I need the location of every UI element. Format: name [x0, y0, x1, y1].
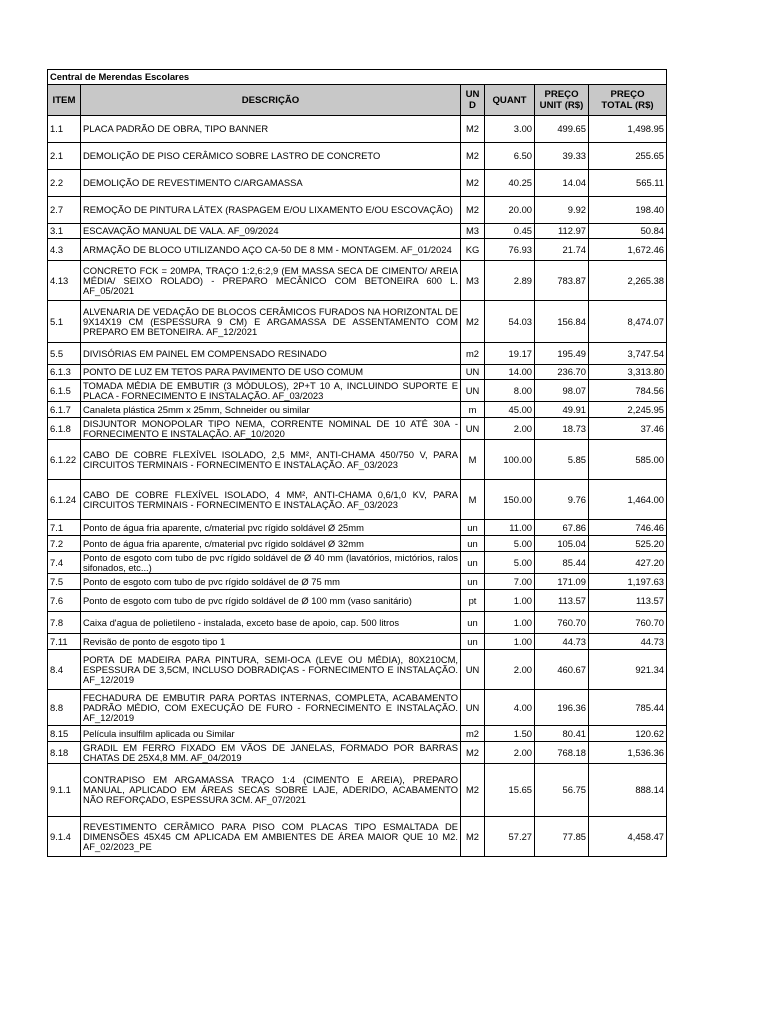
quantity-cell: 7.00: [485, 574, 535, 590]
header-preco-total: PREÇO TOTAL (R$): [589, 85, 667, 116]
description-cell: TOMADA MÉDIA DE EMBUTIR (3 MÓDULOS), 2P+T 10 A, INCLUINDO SUPORTE E PLACA - FORNECIMENTO E INSTALAÇÃO. AF_03/2023: [81, 380, 461, 402]
unit-cell: un: [461, 612, 485, 634]
unit-price-cell: 77.85: [535, 817, 589, 857]
total-price-cell: 8,474.07: [589, 301, 667, 343]
item-cell: 3.1: [48, 224, 81, 239]
unit-cell: M3: [461, 224, 485, 239]
total-price-cell: 784.56: [589, 380, 667, 402]
item-cell: 7.1: [48, 520, 81, 536]
unit-price-cell: 39.33: [535, 143, 589, 170]
item-cell: 4.13: [48, 261, 81, 301]
total-price-cell: 2,245.95: [589, 402, 667, 418]
quantity-cell: 100.00: [485, 440, 535, 480]
unit-price-cell: 460.67: [535, 650, 589, 690]
item-cell: 7.8: [48, 612, 81, 634]
description-cell: CABO DE COBRE FLEXÍVEL ISOLADO, 2,5 MM², ANTI-CHAMA 450/750 V, PARA CIRCUITOS TERMINAIS - FORNECIMENTO E INSTALAÇÃO. AF_03/2023: [81, 440, 461, 480]
quantity-cell: 6.50: [485, 143, 535, 170]
table-title: Central de Merendas Escolares: [48, 70, 667, 85]
table-row: [48, 480, 667, 520]
unit-cell: M2: [461, 764, 485, 817]
quantity-cell: 40.25: [485, 170, 535, 197]
description-cell: DEMOLIÇÃO DE REVESTIMENTO C/ARGAMASSA: [81, 170, 461, 197]
unit-cell: un: [461, 536, 485, 552]
total-price-cell: 1,197.63: [589, 574, 667, 590]
quantity-cell: 1.00: [485, 634, 535, 650]
description-cell: DEMOLIÇÃO DE PISO CERÂMICO SOBRE LASTRO DE CONCRETO: [81, 143, 461, 170]
item-cell: 6.1.7: [48, 402, 81, 418]
quantity-cell: 1.00: [485, 590, 535, 612]
table-row: [48, 365, 667, 380]
table-row: [48, 239, 667, 261]
item-cell: 6.1.24: [48, 480, 81, 520]
total-price-cell: 113.57: [589, 590, 667, 612]
unit-price-cell: 105.04: [535, 536, 589, 552]
total-price-cell: 427.20: [589, 552, 667, 574]
item-cell: 7.5: [48, 574, 81, 590]
table-row: [48, 650, 667, 690]
total-price-cell: 746.46: [589, 520, 667, 536]
quantity-cell: 2.00: [485, 418, 535, 440]
description-cell: REMOÇÃO DE PINTURA LÁTEX (RASPAGEM E/OU LIXAMENTO E/OU ESCOVAÇÃO): [81, 197, 461, 224]
unit-price-cell: 112.97: [535, 224, 589, 239]
total-price-cell: 4,458.47: [589, 817, 667, 857]
header-descricao: DESCRIÇÃO: [81, 85, 461, 116]
unit-price-cell: 499.65: [535, 116, 589, 143]
table-body: [48, 116, 667, 857]
unit-cell: pt: [461, 590, 485, 612]
total-price-cell: 2,265.38: [589, 261, 667, 301]
table-row: [48, 574, 667, 590]
item-cell: 2.1: [48, 143, 81, 170]
unit-cell: M2: [461, 116, 485, 143]
quantity-cell: 19.17: [485, 343, 535, 365]
total-price-cell: 1,536.36: [589, 742, 667, 764]
item-cell: 6.1.22: [48, 440, 81, 480]
table-row: [48, 612, 667, 634]
total-price-cell: 1,498.95: [589, 116, 667, 143]
table-row: [48, 726, 667, 742]
unit-cell: KG: [461, 239, 485, 261]
unit-cell: UN: [461, 690, 485, 726]
quantity-cell: 3.00: [485, 116, 535, 143]
table-row: [48, 634, 667, 650]
unit-cell: UN: [461, 365, 485, 380]
item-cell: 8.18: [48, 742, 81, 764]
description-cell: Canaleta plástica 25mm x 25mm, Schneider ou similar: [81, 402, 461, 418]
header-row: [48, 85, 667, 116]
description-cell: DIVISÓRIAS EM PAINEL EM COMPENSADO RESINADO: [81, 343, 461, 365]
unit-price-cell: 768.18: [535, 742, 589, 764]
unit-price-cell: 5.85: [535, 440, 589, 480]
total-price-cell: 1,464.00: [589, 480, 667, 520]
table-row: [48, 552, 667, 574]
table-row: [48, 301, 667, 343]
unit-cell: m: [461, 402, 485, 418]
table-row: [48, 143, 667, 170]
unit-cell: M2: [461, 301, 485, 343]
quantity-cell: 0.45: [485, 224, 535, 239]
description-cell: GRADIL EM FERRO FIXADO EM VÃOS DE JANELAS, FORMADO POR BARRAS CHATAS DE 25X4,8 MM. AF_04/2019: [81, 742, 461, 764]
table-row: [48, 590, 667, 612]
item-cell: 7.6: [48, 590, 81, 612]
quantity-cell: 54.03: [485, 301, 535, 343]
table-row: [48, 261, 667, 301]
description-cell: Ponto de água fria aparente, c/material pvc rígido soldável Ø 32mm: [81, 536, 461, 552]
table-row: [48, 343, 667, 365]
quantity-cell: 1.50: [485, 726, 535, 742]
quantity-cell: 57.27: [485, 817, 535, 857]
table-row: [48, 520, 667, 536]
unit-price-cell: 783.87: [535, 261, 589, 301]
unit-cell: UN: [461, 650, 485, 690]
unit-price-cell: 49.91: [535, 402, 589, 418]
item-cell: 7.2: [48, 536, 81, 552]
quantity-cell: 150.00: [485, 480, 535, 520]
quantity-cell: 14.00: [485, 365, 535, 380]
table-row: [48, 690, 667, 726]
unit-price-cell: 98.07: [535, 380, 589, 402]
description-cell: Ponto de esgoto com tubo de pvc rígido soldável de Ø 40 mm (lavatórios, mictórios, ralos sifonados, etc...): [81, 552, 461, 574]
description-cell: PORTA DE MADEIRA PARA PINTURA, SEMI-OCA (LEVE OU MÉDIA), 80X210CM, ESPESSURA DE 3,5CM, INCLUSO DOBRADIÇAS - FORNECIMENTO E INSTALAÇÃO. AF_12/2019: [81, 650, 461, 690]
unit-cell: M3: [461, 261, 485, 301]
quantity-cell: 11.00: [485, 520, 535, 536]
quantity-cell: 2.00: [485, 650, 535, 690]
total-price-cell: 50.84: [589, 224, 667, 239]
item-cell: 2.2: [48, 170, 81, 197]
description-cell: Ponto de esgoto com tubo de pvc rígido soldável de Ø 75 mm: [81, 574, 461, 590]
total-price-cell: 120.62: [589, 726, 667, 742]
unit-price-cell: 156.84: [535, 301, 589, 343]
unit-cell: M2: [461, 817, 485, 857]
quantity-cell: 2.89: [485, 261, 535, 301]
total-price-cell: 198.40: [589, 197, 667, 224]
quantity-cell: 76.93: [485, 239, 535, 261]
unit-price-cell: 760.70: [535, 612, 589, 634]
unit-price-cell: 67.86: [535, 520, 589, 536]
unit-cell: M2: [461, 143, 485, 170]
item-cell: 8.15: [48, 726, 81, 742]
item-cell: 8.4: [48, 650, 81, 690]
table-row: [48, 742, 667, 764]
unit-price-cell: 9.76: [535, 480, 589, 520]
unit-cell: M: [461, 480, 485, 520]
item-cell: 5.1: [48, 301, 81, 343]
total-price-cell: 760.70: [589, 612, 667, 634]
total-price-cell: 255.65: [589, 143, 667, 170]
description-cell: ALVENARIA DE VEDAÇÃO DE BLOCOS CERÂMICOS FURADOS NA HORIZONTAL DE 9X14X19 CM (ESPESSURA 9 CM) E ARGAMASSA DE ASSENTAMENTO COM PREPARO EM BETONEIRA. AF_12/2021: [81, 301, 461, 343]
header-und: UN D: [461, 85, 485, 116]
table-row: [48, 197, 667, 224]
unit-cell: m2: [461, 343, 485, 365]
item-cell: 5.5: [48, 343, 81, 365]
quantity-cell: 1.00: [485, 612, 535, 634]
unit-price-cell: 44.73: [535, 634, 589, 650]
unit-cell: UN: [461, 380, 485, 402]
total-price-cell: 921.34: [589, 650, 667, 690]
total-price-cell: 585.00: [589, 440, 667, 480]
unit-cell: un: [461, 520, 485, 536]
unit-price-cell: 21.74: [535, 239, 589, 261]
quantity-cell: 5.00: [485, 552, 535, 574]
unit-cell: M: [461, 440, 485, 480]
description-cell: Ponto de água fria aparente, c/material pvc rígido soldável Ø 25mm: [81, 520, 461, 536]
description-cell: PLACA PADRÃO DE OBRA, TIPO BANNER: [81, 116, 461, 143]
unit-cell: M2: [461, 742, 485, 764]
unit-price-cell: 14.04: [535, 170, 589, 197]
table-row: [48, 764, 667, 817]
total-price-cell: 888.14: [589, 764, 667, 817]
description-cell: CONTRAPISO EM ARGAMASSA TRAÇO 1:4 (CIMENTO E AREIA), PREPARO MANUAL, APLICADO EM ÁREAS SECAS SOBRE LAJE, ADERIDO, ACABAMENTO NÃO REFORÇADO, ESPESSURA 3CM. AF_07/2021: [81, 764, 461, 817]
description-cell: PONTO DE LUZ EM TETOS PARA PAVIMENTO DE USO COMUM: [81, 365, 461, 380]
unit-price-cell: 18.73: [535, 418, 589, 440]
description-cell: Película insulfilm aplicada ou Similar: [81, 726, 461, 742]
unit-cell: un: [461, 634, 485, 650]
item-cell: 1.1: [48, 116, 81, 143]
item-cell: 6.1.5: [48, 380, 81, 402]
total-price-cell: 785.44: [589, 690, 667, 726]
quantity-cell: 20.00: [485, 197, 535, 224]
table-row: [48, 170, 667, 197]
table-row: [48, 418, 667, 440]
item-cell: 7.4: [48, 552, 81, 574]
unit-cell: un: [461, 574, 485, 590]
total-price-cell: 525.20: [589, 536, 667, 552]
item-cell: 9.1.1: [48, 764, 81, 817]
table-row: [48, 116, 667, 143]
unit-price-cell: 171.09: [535, 574, 589, 590]
quantity-cell: 8.00: [485, 380, 535, 402]
header-preco-unit: PREÇO UNIT (R$): [535, 85, 589, 116]
header-quant: QUANT: [485, 85, 535, 116]
description-cell: CONCRETO FCK = 20MPA, TRAÇO 1:2,6:2,9 (EM MASSA SECA DE CIMENTO/ AREIA MÉDIA/ SEIXO ROLADO) - PREPARO MECÂNICO COM BETONEIRA 600 L. AF_05/2021: [81, 261, 461, 301]
unit-price-cell: 195.49: [535, 343, 589, 365]
description-cell: Ponto de esgoto com tubo de pvc rígido soldável de Ø 100 mm (vaso sanitário): [81, 590, 461, 612]
description-cell: DISJUNTOR MONOPOLAR TIPO NEMA, CORRENTE NOMINAL DE 10 ATÉ 30A - FORNECIMENTO E INSTALAÇÃO. AF_10/2020: [81, 418, 461, 440]
unit-price-cell: 80.41: [535, 726, 589, 742]
table-row: [48, 224, 667, 239]
unit-price-cell: 9.92: [535, 197, 589, 224]
description-cell: Caixa d'agua de polietileno - instalada, exceto base de apoio, cap. 500 litros: [81, 612, 461, 634]
header-item: ITEM: [48, 85, 81, 116]
total-price-cell: 44.73: [589, 634, 667, 650]
item-cell: 2.7: [48, 197, 81, 224]
unit-cell: M2: [461, 197, 485, 224]
table-row: [48, 536, 667, 552]
unit-cell: M2: [461, 170, 485, 197]
budget-table: [47, 69, 667, 857]
total-price-cell: 565.11: [589, 170, 667, 197]
item-cell: 8.8: [48, 690, 81, 726]
unit-cell: un: [461, 552, 485, 574]
table-row: [48, 440, 667, 480]
quantity-cell: 5.00: [485, 536, 535, 552]
item-cell: 4.3: [48, 239, 81, 261]
table-row: [48, 817, 667, 857]
description-cell: ARMAÇÃO DE BLOCO UTILIZANDO AÇO CA-50 DE 8 MM - MONTAGEM. AF_01/2024: [81, 239, 461, 261]
unit-price-cell: 196.36: [535, 690, 589, 726]
description-cell: Revisão de ponto de esgoto tipo 1: [81, 634, 461, 650]
table-title-row: [48, 70, 667, 85]
quantity-cell: 45.00: [485, 402, 535, 418]
description-cell: ESCAVAÇÃO MANUAL DE VALA. AF_09/2024: [81, 224, 461, 239]
item-cell: 7.11: [48, 634, 81, 650]
unit-price-cell: 56.75: [535, 764, 589, 817]
total-price-cell: 1,672.46: [589, 239, 667, 261]
item-cell: 6.1.8: [48, 418, 81, 440]
total-price-cell: 3,313.80: [589, 365, 667, 380]
item-cell: 6.1.3: [48, 365, 81, 380]
unit-price-cell: 85.44: [535, 552, 589, 574]
description-cell: FECHADURA DE EMBUTIR PARA PORTAS INTERNAS, COMPLETA, ACABAMENTO PADRÃO MÉDIO, COM EXECUÇÃO DE FURO - FORNECIMENTO E INSTALAÇÃO. AF_12/2019: [81, 690, 461, 726]
item-cell: 9.1.4: [48, 817, 81, 857]
total-price-cell: 37.46: [589, 418, 667, 440]
unit-cell: UN: [461, 418, 485, 440]
table-row: [48, 402, 667, 418]
quantity-cell: 2.00: [485, 742, 535, 764]
unit-price-cell: 236.70: [535, 365, 589, 380]
table-row: [48, 380, 667, 402]
unit-cell: m2: [461, 726, 485, 742]
description-cell: REVESTIMENTO CERÂMICO PARA PISO COM PLACAS TIPO ESMALTADA DE DIMENSÕES 45X45 CM APLICADA EM AMBIENTES DE ÁREA MAIOR QUE 10 M2. AF_02/2023_PE: [81, 817, 461, 857]
unit-price-cell: 113.57: [535, 590, 589, 612]
description-cell: CABO DE COBRE FLEXÍVEL ISOLADO, 4 MM², ANTI-CHAMA 0,6/1,0 KV, PARA CIRCUITOS TERMINAIS - FORNECIMENTO E INSTALAÇÃO. AF_03/2023: [81, 480, 461, 520]
quantity-cell: 4.00: [485, 690, 535, 726]
total-price-cell: 3,747.54: [589, 343, 667, 365]
quantity-cell: 15.65: [485, 764, 535, 817]
